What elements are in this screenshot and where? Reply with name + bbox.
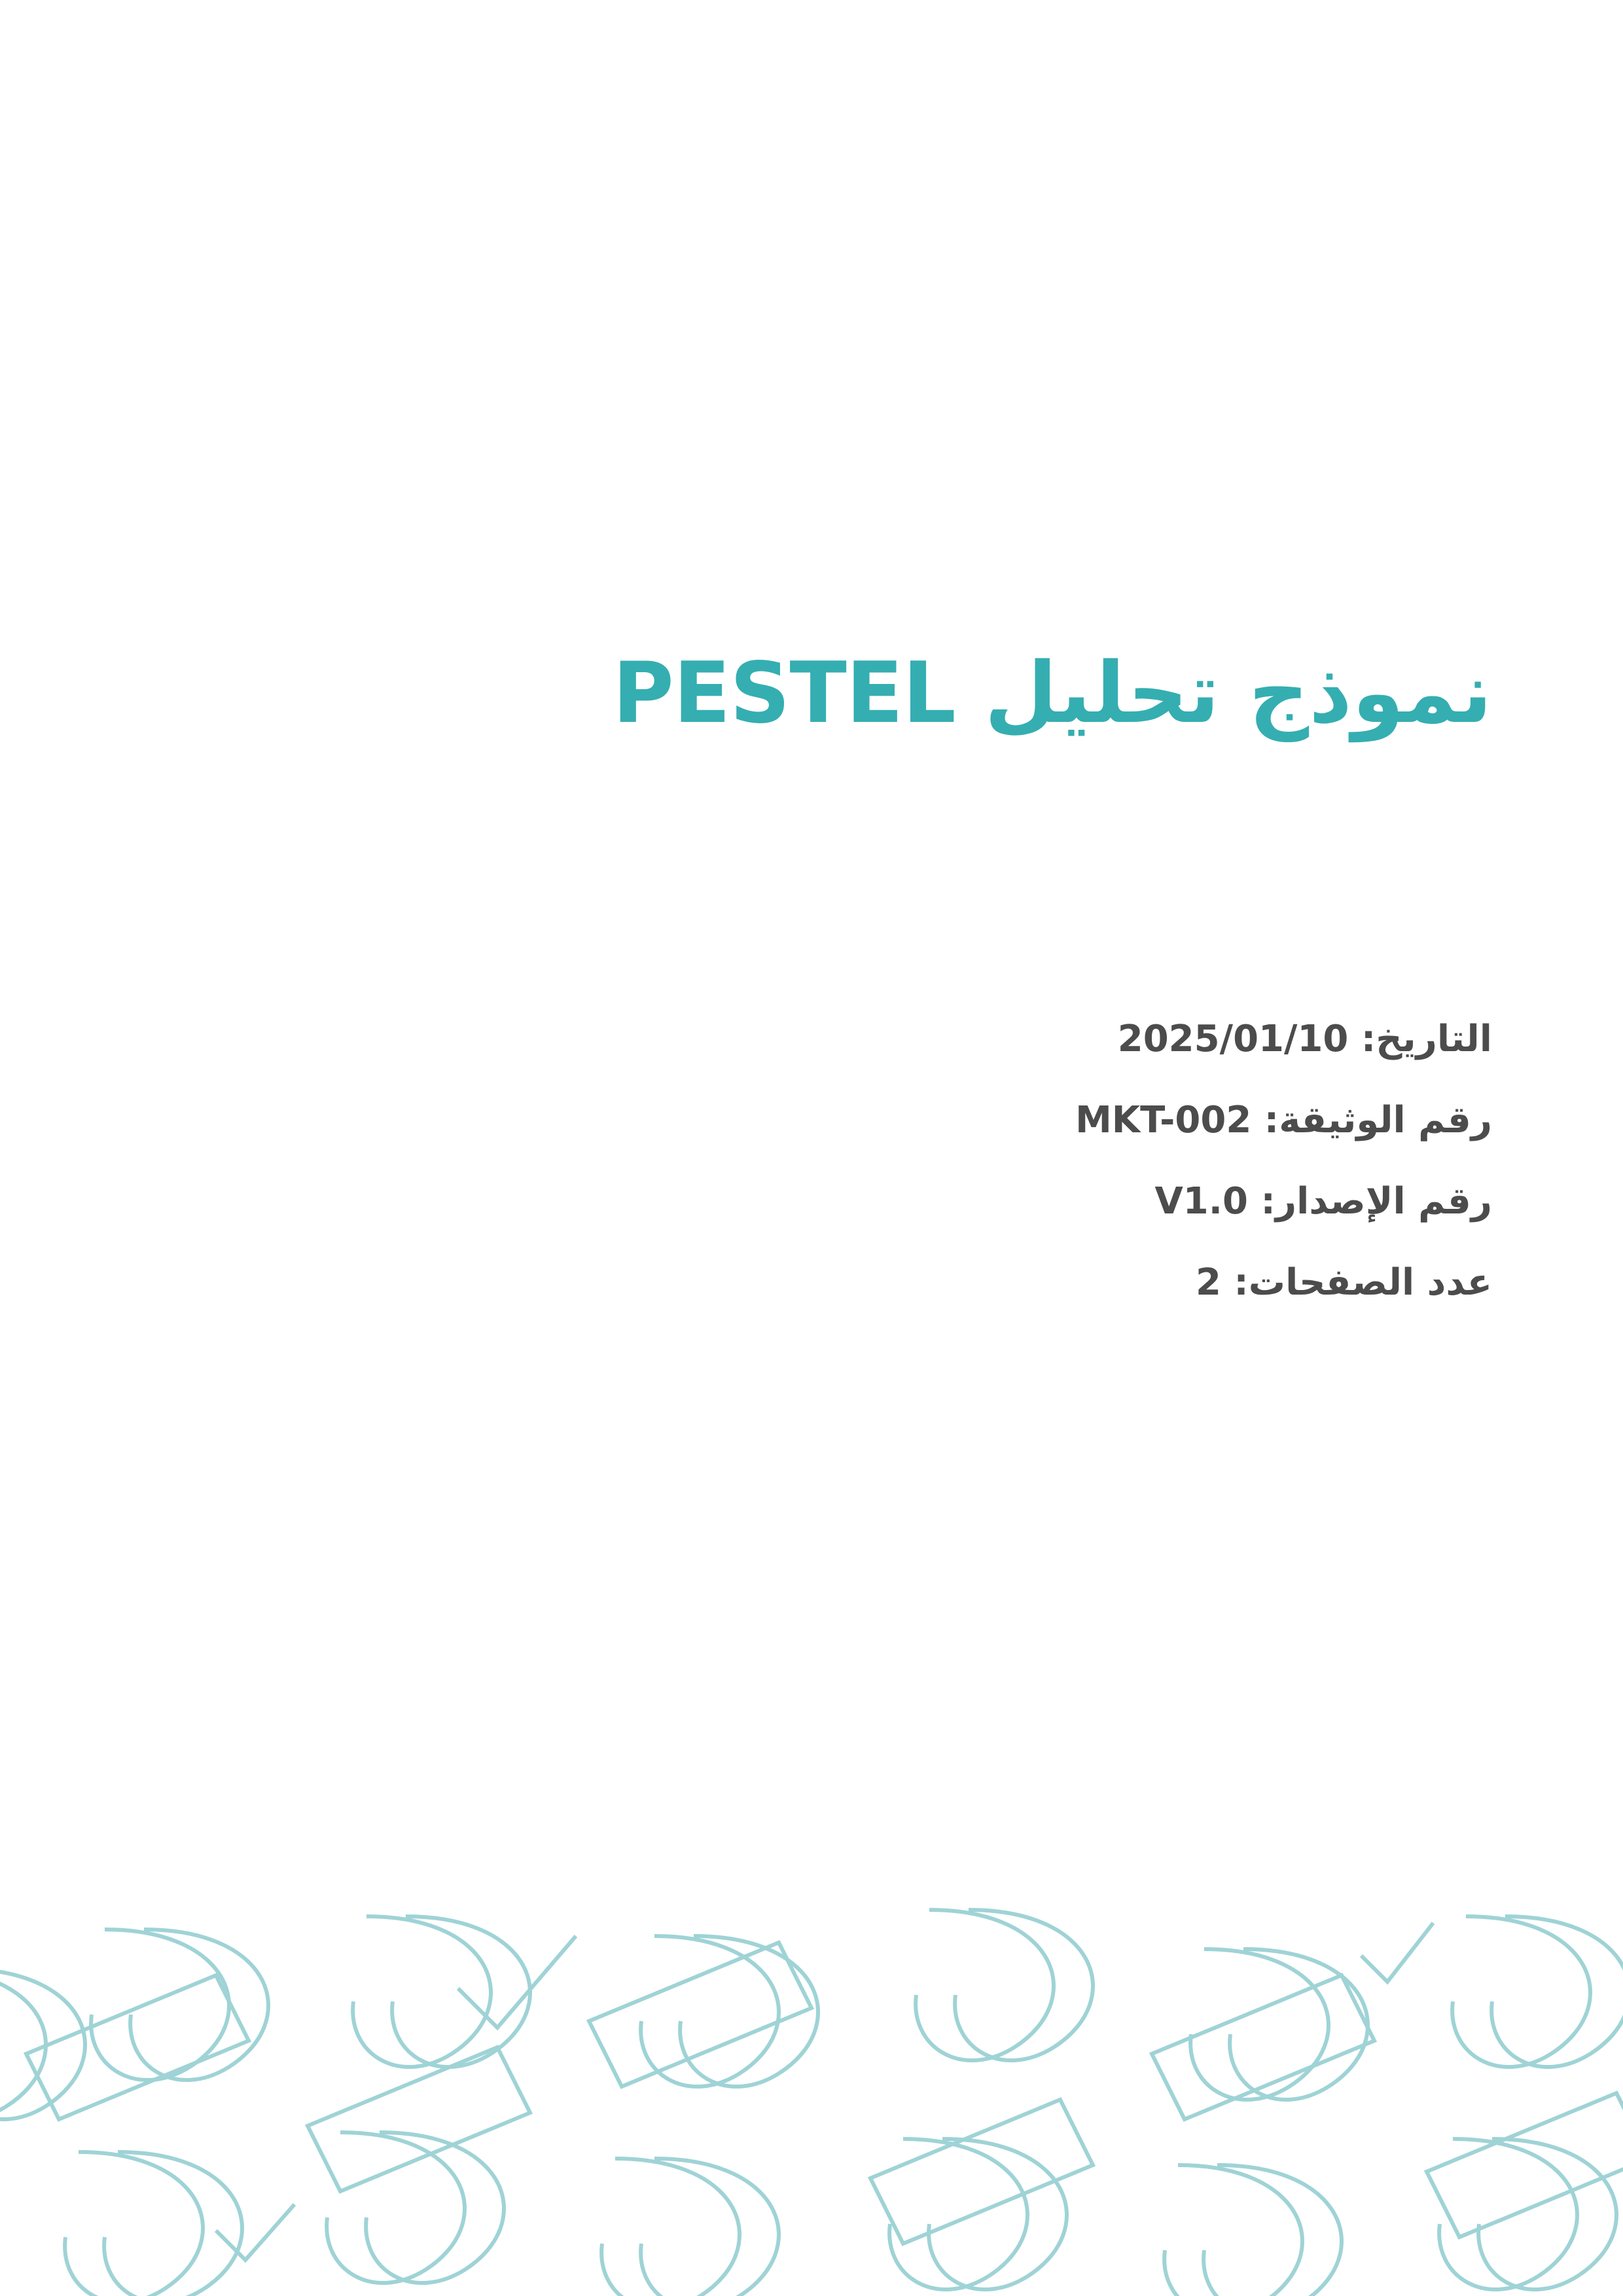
meta-version: رقم الإصدار: V1.0 [1154,1180,1492,1223]
document-meta-list [131,1018,1492,1304]
wave-pattern-decoration [0,1890,1623,2296]
meta-page-count: عدد الصفحات: 2 [1195,1261,1492,1304]
title-block [131,641,1492,746]
meta-document-number: رقم الوثيقة: MKT-002 [1075,1099,1492,1141]
meta-date: التاريخ: 2025/01/10 [1117,1018,1492,1060]
page-title: نموذج تحليل PESTEL [613,645,1492,742]
